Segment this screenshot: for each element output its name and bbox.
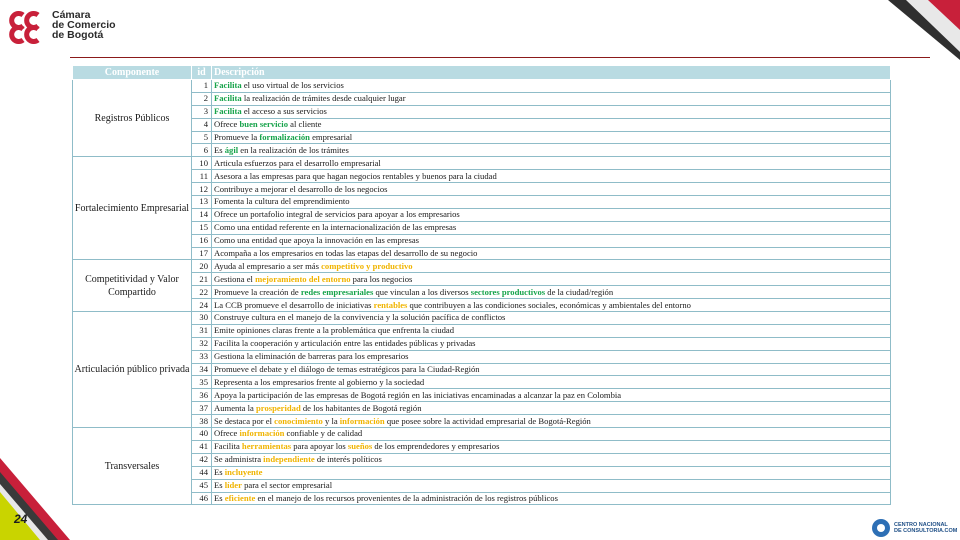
description-text: empresarial — [309, 132, 353, 142]
ccb-logo — [8, 6, 118, 46]
id-cell: 15 — [192, 221, 212, 234]
description-text: Se destaca por el — [214, 415, 275, 426]
header-rule — [70, 57, 930, 58]
id-cell: 21 — [192, 273, 212, 286]
id-cell: 22 — [192, 286, 212, 299]
description-cell — [212, 312, 891, 325]
description-text: Fomenta la cultura del emprendimiento — [214, 196, 350, 207]
keyword-highlight: mejoramiento del entorno — [255, 273, 351, 284]
table-row — [73, 157, 891, 170]
description-text: para el sector empresarial — [241, 480, 333, 491]
id-cell: 30 — [192, 312, 212, 325]
description-cell — [212, 286, 891, 299]
table-row — [73, 80, 891, 93]
component-cell: Competitividad y Valor Compartido — [73, 260, 192, 312]
id-cell: 2 — [192, 92, 212, 105]
keyword-highlight: información — [239, 428, 285, 439]
table-row — [73, 208, 891, 221]
ccb-logo-text — [52, 10, 116, 40]
table-row — [73, 260, 891, 273]
id-cell: 11 — [192, 170, 212, 183]
description-text: al cliente — [288, 119, 322, 130]
keyword-highlight: independiente — [263, 454, 315, 465]
description-cell — [212, 260, 891, 273]
id-cell: 44 — [192, 466, 212, 479]
header-id: id — [192, 66, 212, 80]
id-cell: 17 — [192, 247, 212, 260]
description-cell — [212, 299, 891, 312]
corner-decoration-top-right — [880, 0, 960, 60]
keyword-highlight: Facilita — [214, 80, 242, 91]
keyword-highlight: ágil — [224, 144, 239, 155]
description-text: Es — [214, 480, 225, 491]
keyword-highlight: Facilita — [214, 106, 242, 117]
description-text: Promueve la — [214, 132, 260, 142]
keyword-highlight: sectores productivos — [470, 286, 546, 297]
keyword-highlight: incluyente — [224, 467, 263, 478]
table-row — [73, 183, 891, 196]
description-text: el uso virtual de los servicios — [241, 80, 344, 91]
table-row — [73, 440, 891, 453]
partner-logo-text — [894, 522, 957, 534]
description-cell — [212, 170, 891, 183]
id-cell: 3 — [192, 105, 212, 118]
table-row — [73, 105, 891, 118]
header-descripcion: Descripción — [212, 66, 891, 80]
id-cell: 20 — [192, 260, 212, 273]
table-row — [73, 428, 891, 441]
table-body — [73, 80, 891, 505]
description-cell — [212, 324, 891, 337]
id-cell: 13 — [192, 196, 212, 209]
table-row — [73, 196, 891, 209]
description-text: Acompaña a los empresarios en todas las etapas del desarrollo de su negocio — [214, 248, 478, 259]
partner-logo-icon — [872, 519, 890, 537]
id-cell: 41 — [192, 440, 212, 453]
component-cell: Transversales — [73, 428, 192, 505]
table-row — [73, 466, 891, 479]
table-row — [73, 324, 891, 337]
id-cell: 36 — [192, 389, 212, 402]
description-cell — [212, 247, 891, 260]
description-text: para apoyar los — [291, 441, 348, 452]
table-row — [73, 312, 891, 325]
description-text: Contribuye a mejorar el desarrollo de los negocios — [214, 183, 388, 194]
description-cell — [212, 144, 891, 157]
description-text: de los emprendedores y empresarios — [372, 441, 500, 452]
description-text: Es — [214, 467, 225, 478]
id-cell: 32 — [192, 337, 212, 350]
partner-logo — [872, 519, 960, 539]
description-text: Aumenta la — [214, 402, 256, 413]
logo-line: Cámara — [52, 9, 91, 21]
keyword-highlight: prosperidad — [256, 402, 301, 413]
table-row — [73, 389, 891, 402]
description-text: Es — [214, 144, 225, 155]
description-cell — [212, 92, 891, 105]
description-cell — [212, 234, 891, 247]
table-header-row — [73, 66, 891, 80]
id-cell: 1 — [192, 80, 212, 93]
table-row — [73, 234, 891, 247]
component-cell: Articulación público privada — [73, 312, 192, 428]
description-cell — [212, 428, 891, 441]
description-text: que posee sobre la actividad empresarial de Bogotá-Región — [384, 415, 591, 426]
description-text: Asesora a las empresas para que hagan negocios rentables y buenos para la ciudad — [214, 170, 497, 181]
description-text: Gestiona la eliminación de barreras para los empresarios — [214, 351, 409, 362]
description-cell — [212, 479, 891, 492]
description-text: en la realización de los trámites — [238, 144, 349, 155]
id-cell: 12 — [192, 183, 212, 196]
description-text: Facilita la cooperación y articulación entre las entidades públicas y privadas — [214, 338, 476, 349]
description-text: que vinculan a los diversos — [373, 286, 471, 297]
id-cell: 42 — [192, 453, 212, 466]
description-text: de la ciudad/región — [545, 286, 614, 297]
ccb-logo-icon — [8, 10, 44, 44]
table-row — [73, 118, 891, 131]
keyword-highlight: eficiente — [224, 492, 256, 503]
keyword-highlight: rentables — [373, 299, 408, 310]
id-cell: 4 — [192, 118, 212, 131]
description-cell — [212, 208, 891, 221]
table-row — [73, 492, 891, 505]
id-cell: 5 — [192, 131, 212, 144]
description-text: Construye cultura en el manejo de la convivencia y la solución pacífica de conflictos — [214, 312, 506, 323]
table-row — [73, 221, 891, 234]
id-cell: 35 — [192, 376, 212, 389]
id-cell: 31 — [192, 324, 212, 337]
keyword-highlight: formalización — [259, 132, 310, 142]
table-row — [73, 453, 891, 466]
table-row — [73, 299, 891, 312]
description-cell — [212, 415, 891, 428]
keyword-highlight: sueños — [347, 441, 373, 452]
partner-logo-line: CENTRO NACIONAL — [894, 522, 948, 528]
id-cell: 16 — [192, 234, 212, 247]
description-cell — [212, 131, 891, 144]
description-cell — [212, 363, 891, 376]
description-text: Apoya la participación de las empresas de Bogotá región en las iniciativas encaminadas a alcanzar la paz en Colombia — [214, 389, 622, 400]
id-cell: 45 — [192, 479, 212, 492]
component-cell: Fortalecimiento Empresarial — [73, 157, 192, 260]
description-text: el acceso a sus servicios — [241, 106, 327, 117]
description-cell — [212, 440, 891, 453]
keyword-highlight: buen servicio — [239, 119, 288, 130]
description-text: y la — [322, 415, 340, 426]
table-row — [73, 286, 891, 299]
description-cell — [212, 80, 891, 93]
header-componente: Componente — [73, 66, 192, 80]
id-cell: 46 — [192, 492, 212, 505]
description-text: Emite opiniones claras frente a la problemática que enfrenta la ciudad — [214, 325, 455, 336]
description-cell — [212, 389, 891, 402]
description-text: en el manejo de los recursos provenientes de la administración de los registros públicos — [255, 492, 558, 503]
id-cell: 14 — [192, 208, 212, 221]
description-text: Facilita — [214, 441, 242, 452]
description-cell — [212, 118, 891, 131]
id-cell: 40 — [192, 428, 212, 441]
table-row — [73, 479, 891, 492]
description-cell — [212, 492, 891, 505]
id-cell: 38 — [192, 415, 212, 428]
description-text: Promueve la creación de — [214, 286, 301, 297]
description-cell — [212, 221, 891, 234]
description-cell — [212, 453, 891, 466]
table-row — [73, 273, 891, 286]
components-table — [72, 65, 891, 505]
description-text: Ofrece — [214, 119, 240, 130]
keyword-highlight: conocimiento — [274, 415, 323, 426]
description-text: Promueve el debate y el diálogo de temas estratégicos para la Ciudad-Región — [214, 364, 480, 375]
description-text: Gestiona el — [214, 273, 256, 284]
table-row — [73, 247, 891, 260]
description-text: de los habitantes de Bogotá región — [300, 402, 422, 413]
description-cell — [212, 466, 891, 479]
description-text: confiable y de calidad — [284, 428, 363, 439]
description-text: Ofrece un portafolio integral de servicios para apoyar a los empresarios — [214, 209, 460, 220]
page-number: 24 — [14, 512, 28, 526]
description-cell — [212, 402, 891, 415]
description-text: Representa a los empresarios frente al gobierno y la sociedad — [214, 376, 425, 387]
keyword-highlight: información — [339, 415, 385, 426]
description-cell — [212, 337, 891, 350]
id-cell: 33 — [192, 350, 212, 363]
description-text: Es — [214, 492, 225, 503]
keyword-highlight: líder — [224, 480, 242, 491]
table-row — [73, 363, 891, 376]
table-row — [73, 337, 891, 350]
description-text: Ayuda al empresario a ser más — [214, 260, 322, 271]
component-cell: Registros Públicos — [73, 80, 192, 157]
table-row — [73, 144, 891, 157]
table-row — [73, 170, 891, 183]
description-cell — [212, 273, 891, 286]
table-row — [73, 92, 891, 105]
table-row — [73, 350, 891, 363]
id-cell: 10 — [192, 157, 212, 170]
keyword-highlight: herramientas — [241, 441, 292, 452]
description-text: para los negocios — [350, 273, 413, 284]
id-cell: 34 — [192, 363, 212, 376]
logo-line: de Bogotá — [52, 29, 104, 41]
description-text: Articula esfuerzos para el desarrollo empresarial — [214, 157, 381, 168]
description-text: Como una entidad referente en la internacionalización de las empresas — [214, 222, 457, 233]
description-text: Ofrece — [214, 428, 240, 439]
description-text: La CCB promueve el desarrollo de iniciativas — [214, 299, 374, 310]
description-text: Se administra — [214, 454, 264, 465]
table-row — [73, 376, 891, 389]
description-cell — [212, 350, 891, 363]
description-cell — [212, 183, 891, 196]
description-text: que contribuyen a las condiciones sociales, económicas y ambientales del entorno — [407, 299, 691, 310]
description-text: de interés políticos — [314, 454, 382, 465]
table-row — [73, 131, 891, 144]
logo-line: de Comercio — [52, 19, 116, 31]
description-cell — [212, 196, 891, 209]
description-cell — [212, 157, 891, 170]
description-text: Como una entidad que apoya la innovación en las empresas — [214, 235, 419, 246]
table-row — [73, 402, 891, 415]
table-row — [73, 415, 891, 428]
keyword-highlight: redes empresariales — [300, 286, 374, 297]
id-cell: 37 — [192, 402, 212, 415]
keyword-highlight: competitivo y productivo — [321, 260, 413, 271]
description-cell — [212, 105, 891, 118]
id-cell: 6 — [192, 144, 212, 157]
description-cell — [212, 376, 891, 389]
partner-logo-line: DE CONSULTORIA.COM — [894, 528, 958, 534]
description-text: la realización de trámites desde cualquier lugar — [241, 93, 406, 104]
corner-decoration-bottom-left — [0, 458, 70, 540]
id-cell: 24 — [192, 299, 212, 312]
keyword-highlight: Facilita — [214, 93, 242, 104]
